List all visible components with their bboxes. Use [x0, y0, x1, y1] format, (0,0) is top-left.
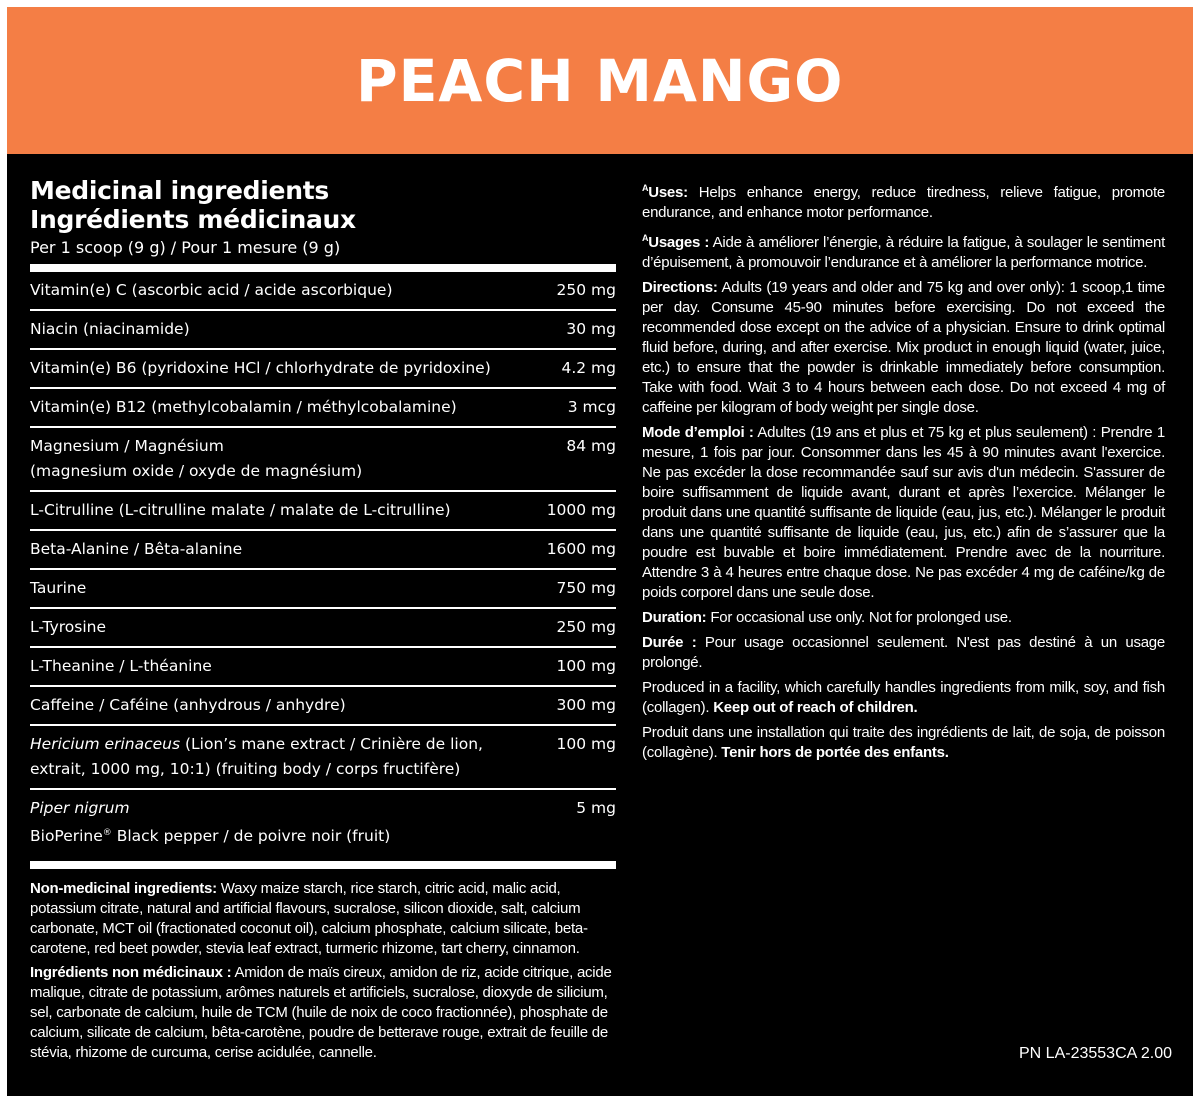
- ingredients-table: [30, 272, 616, 855]
- table-row: Piper nigrum BioPerine® Black pepper / de poivre noir (fruit) 5 mg: [30, 799, 616, 846]
- serving-size: Per 1 scoop (9 g) / Pour 1 mesure (9 g): [30, 238, 341, 257]
- thick-divider: [30, 861, 616, 869]
- non-medicinal-section: [30, 879, 616, 1063]
- part-number: PN LA-23553CA 2.00: [1019, 1045, 1172, 1062]
- table-row: Beta-Alanine / Bêta-alanine 1600 mg: [30, 530, 616, 569]
- duration: Duration: For occasional use only. Not for prolonged use.: [642, 609, 1012, 626]
- table-row: Magnesium / Magnésium (magnesium oxide / oxyde de magnésium) 84 mg: [30, 427, 616, 491]
- table-row: Vitamin(e) B6 (pyridoxine HCl / chlorhydrate de pyridoxine) 4.2 mg: [30, 349, 616, 388]
- info-section: [642, 178, 1165, 768]
- table-row: Vitamin(e) C (ascorbic acid / acide ascorbique) 250 mg: [30, 272, 616, 310]
- duree: Durée : Pour usage occasionnel seulement. N'est pas destiné à un usage prolongé.: [642, 634, 1165, 671]
- flavor-banner: [7, 7, 1193, 154]
- table-row: Taurine 750 mg: [30, 569, 616, 608]
- non-medicinal-en: Non-medicinal ingredients: Waxy maize starch, rice starch, citric acid, malic acid, potassium citrate, natural and artificial flavours, sucralose, silicon dioxide, salt, calcium carbonate, MCT oil (fractionated coconut oil), calcium phosphate, calcium silicate, beta-carotene, red beet powder, stevia leaf extract, turmeric rhizome, tart cherry, cinnamon.: [30, 880, 588, 958]
- table-row: L-Theanine / L-théanine 100 mg: [30, 647, 616, 686]
- table-row: Caffeine / Caféine (anhydrous / anhydre) 300 mg: [30, 686, 616, 725]
- thick-divider: [30, 264, 616, 272]
- uses: $^A$Uses: Helps enhance energy, reduce tiredness, relieve fatigue, promote endurance, and enhance motor performance.: [642, 183, 1165, 221]
- table-row: Hericium erinaceus (Lion’s mane extract / Crinière de lion, extrait, 1000 mg, 10:1) (fruiting body / corps fructifère) 100 mg: [30, 725, 616, 789]
- medicinal-section: [30, 176, 616, 1067]
- usages: $^A$Usages : Aide à améliorer l’énergie, à réduire la fatigue, à soulager le sentiment d’épuisement, à promouvoir l’endurance et à améliorer la performance motrice.: [642, 233, 1165, 271]
- table-row: L-Citrulline (L-citrulline malate / malate de L-citrulline) 1000 mg: [30, 491, 616, 530]
- table-row: Vitamin(e) B12 (methylcobalamin / méthylcobalamine) 3 mcg: [30, 388, 616, 427]
- mode-emploi: Mode d’emploi : Adultes (19 ans et plus et 75 kg et plus seulement) : Prendre 1 mesure, 1 fois par jour. Consommer dans les 45 à 90 minutes avant l'exercice. Ne pas excéder la dose recommandée sauf sur avis d'un médecin. S'assurer de boire suffisamment de liquide avant, durant et après l’exercice. Mélanger le produit dans une quantité suffisante de liquide (eau, jus, etc.). Mélanger le produit dans une quantité suffisante de liquide (eau, jus, etc.) afin de s’assurer que la poudre est buvable et boire immédiatement. Prendre avec de la nourriture. Attendre 3 à 4 heures entre chaque dose. Ne pas excéder 4 mg de caféine/kg de poids corporel dans une seule dose.: [642, 424, 1165, 601]
- flavor-title: PEACH MANGO: [356, 46, 844, 115]
- medicinal-heading-en: Medicinal ingredients: [30, 176, 329, 205]
- facility-warning-en: Produced in a facility, which carefully handles ingredients from milk, soy, and fish (collagen). Keep out of reach of children.: [642, 679, 1165, 716]
- directions: Directions: Adults (19 years and older and 75 kg and over only): 1 scoop,1 time per day. Consume 45-90 minutes before exercising. Do not exceed the recommended dose except on the advice of a physician. Ensure to drink optimal fluid before, during, and after exercise. Mix product in enough liquid (water, juice, etc.) to ensure that the powder is drinkable immediately before consumption. Take with food. Wait 3 to 4 hours between each dose. Do not exceed 4 mg of caffeine per kilogram of body weight per single dose.: [642, 279, 1165, 416]
- medicinal-heading-fr: Ingrédients médicinaux: [30, 205, 356, 234]
- facility-warning-fr: Produit dans une installation qui traite des ingrédients de lait, de soja, de poisson (collagène). Tenir hors de portée des enfants.: [642, 724, 1165, 761]
- non-medicinal-fr: Ingrédients non médicinaux : Amidon de maïs cireux, amidon de riz, acide citrique, acide malique, citrate de potassium, arômes naturels et artificiels, sucralose, dioxyde de silicium, sel, carbonate de calcium, huile de TCM (huile de noix de coco fractionnée), phosphate de calcium, silicate de calcium, bêta-carotène, poudre de betterave rouge, extrait de feuille de stévia, rhizome de curcuma, cerise acidulée, cannelle.: [30, 964, 612, 1062]
- table-row: L-Tyrosine 250 mg: [30, 608, 616, 647]
- table-row: Niacin (niacinamide) 30 mg: [30, 310, 616, 349]
